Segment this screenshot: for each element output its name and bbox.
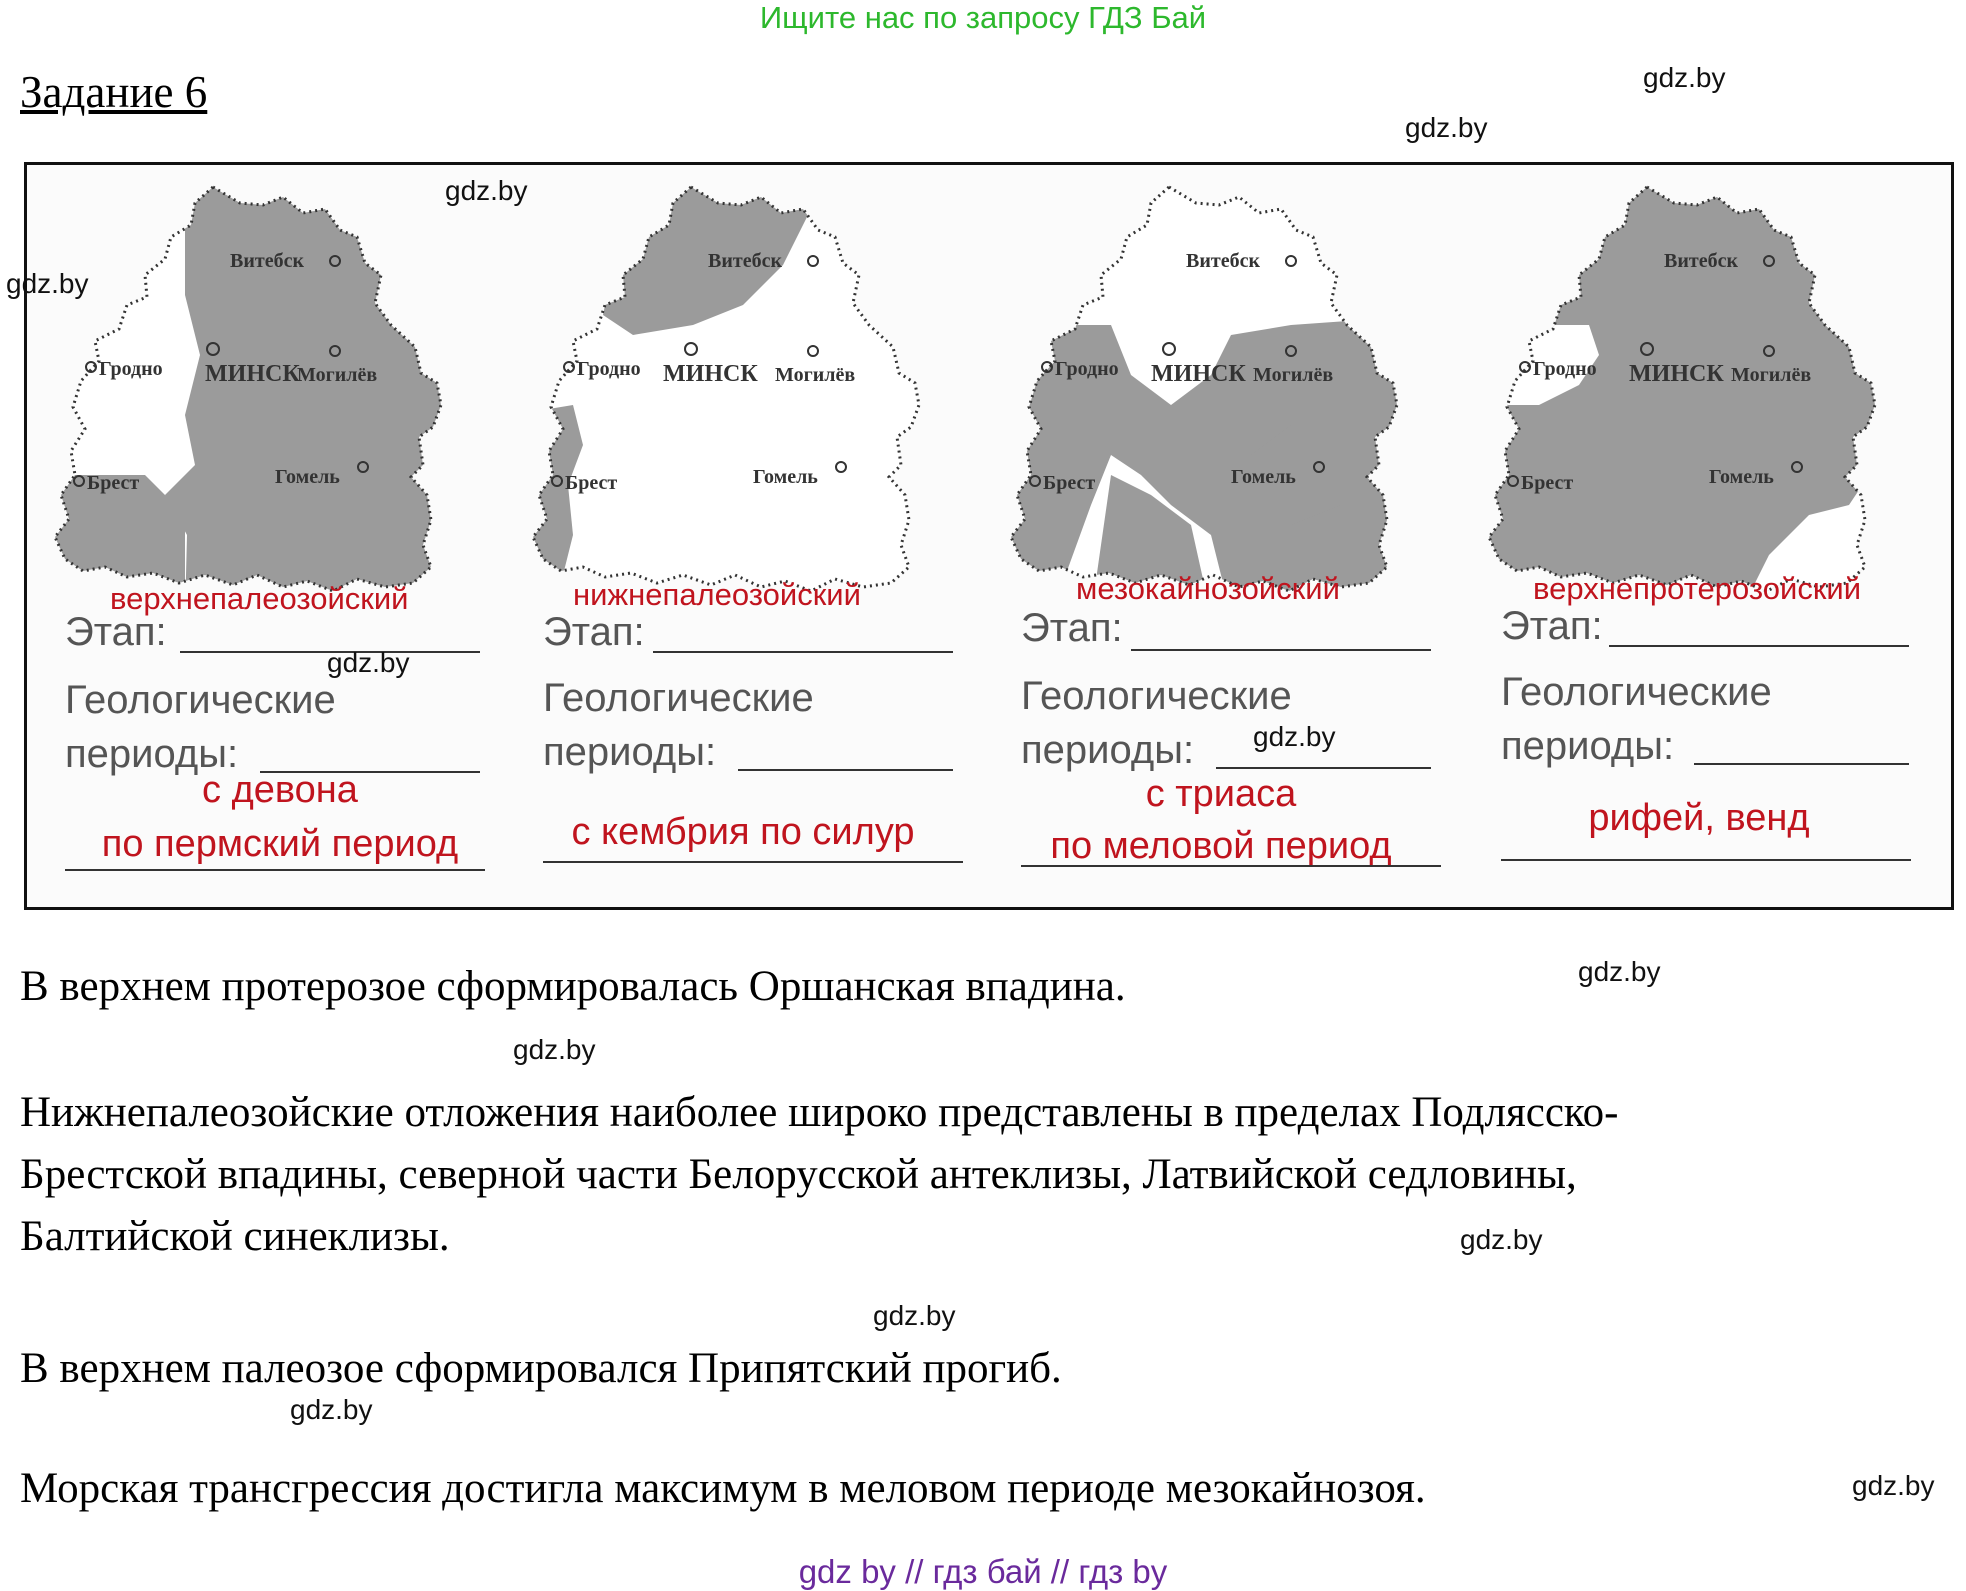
watermark: gdz.by <box>1460 1224 1543 1255</box>
watermark: gdz.by <box>513 1034 596 1065</box>
map-4-shape <box>1469 175 1909 615</box>
city-minsk: МИНСК <box>205 361 300 387</box>
period-answer-line2: с кембрия по силур <box>571 811 915 853</box>
city-gomel: Гомель <box>1709 466 1774 488</box>
watermark: gdz.by <box>1578 956 1661 987</box>
period-answer-line1: с девона <box>202 769 358 811</box>
periods-underline <box>1694 763 1909 765</box>
paragraph-2-line-1: Нижнепалеозойские отложения наиболее широко представлены в пределах Подлясско- <box>20 1089 1619 1136</box>
paragraph-2-line-3: Балтийской синеклизы. <box>20 1213 450 1260</box>
city-vitebsk: Витебск <box>1186 250 1260 272</box>
periods-underline <box>1501 859 1911 861</box>
city-mogilev: Могилёв <box>775 364 856 386</box>
city-gomel: Гомель <box>753 466 818 488</box>
city-brest: Брест <box>565 472 618 494</box>
paragraph-3: В верхнем палеозое сформировался Припятский прогиб. <box>20 1345 1062 1392</box>
map-meso-cenozoic <box>991 165 1461 907</box>
map-upper-paleozoic <box>35 165 505 907</box>
stage-answer: верхнепротерозойский <box>1533 571 1862 606</box>
periods-label-line2: периоды: <box>65 732 239 776</box>
watermark: gdz.by <box>327 647 410 678</box>
periods-label-line1: Геологические <box>65 678 336 722</box>
watermark: gdz.by <box>1643 62 1726 93</box>
watermark: gdz.by <box>1852 1470 1935 1501</box>
city-grodno: Гродно <box>1533 358 1597 380</box>
watermark: gdz.by <box>6 268 89 299</box>
stage-underline <box>653 651 953 653</box>
paragraph-2-line-2: Брестской впадины, северной части Белорусской антеклизы, Латвийской седловины, <box>20 1151 1577 1198</box>
periods-underline <box>1021 865 1441 867</box>
map-1-shape <box>35 175 475 615</box>
watermark: gdz.by <box>1253 721 1336 752</box>
periods-label-line2: периоды: <box>1021 728 1195 772</box>
city-mogilev: Могилёв <box>297 364 378 386</box>
periods-label-line2: периоды: <box>1501 724 1675 768</box>
city-minsk: МИНСК <box>1151 361 1246 387</box>
stage-label: Этап: <box>1501 604 1603 648</box>
periods-label-line1: Геологические <box>1501 670 1772 714</box>
city-vitebsk: Витебск <box>1664 250 1738 272</box>
stage-label: Этап: <box>543 610 645 654</box>
periods-underline <box>543 861 963 863</box>
period-answer-line2: рифей, венд <box>1588 797 1810 839</box>
stage-underline <box>1131 649 1431 651</box>
periods-label-line1: Геологические <box>543 676 814 720</box>
watermark: gdz.by <box>873 1300 956 1331</box>
map-lower-paleozoic <box>513 165 983 907</box>
city-brest: Брест <box>87 472 140 494</box>
city-vitebsk: Витебск <box>708 250 782 272</box>
watermark: gdz.by <box>445 175 528 206</box>
period-answer-line2: по меловой период <box>1050 825 1392 867</box>
city-mogilev: Могилёв <box>1253 364 1334 386</box>
city-grodno: Гродно <box>1055 358 1119 380</box>
task-title: Задание 6 <box>20 67 208 117</box>
maps-panel <box>24 162 1954 910</box>
map-2-shape <box>513 175 953 615</box>
paragraph-4: Морская трансгрессия достигла максимум в меловом периоде мезокайнозоя. <box>20 1465 1426 1512</box>
period-answer-line1: с триаса <box>1145 773 1297 815</box>
period-answer-line2: по пермский период <box>101 823 459 865</box>
stage-label: Этап: <box>65 610 167 654</box>
map-upper-proterozoic <box>1469 165 1939 907</box>
city-minsk: МИНСК <box>1629 361 1724 387</box>
periods-underline <box>65 869 485 871</box>
periods-underline <box>738 769 953 771</box>
city-brest: Брест <box>1521 472 1574 494</box>
footer: gdz by // гдз бай // гдз by <box>798 1553 1168 1590</box>
stage-underline <box>1609 645 1909 647</box>
city-gomel: Гомель <box>1231 466 1296 488</box>
city-grodno: Гродно <box>577 358 641 380</box>
city-gomel: Гомель <box>275 466 340 488</box>
stage-label: Этап: <box>1021 606 1123 650</box>
city-minsk: МИНСК <box>663 361 758 387</box>
periods-label-line1: Геологические <box>1021 674 1292 718</box>
stage-answer: мезокайнозойский <box>1076 571 1340 606</box>
watermark: gdz.by <box>290 1394 373 1425</box>
stage-answer: нижнепалеозойский <box>573 577 861 612</box>
paragraph-1: В верхнем протерозое сформировалась Оршанская впадина. <box>20 963 1126 1010</box>
watermark: gdz.by <box>1405 112 1488 143</box>
city-mogilev: Могилёв <box>1731 364 1812 386</box>
stage-answer: верхнепалеозойский <box>110 581 409 616</box>
periods-label-line2: периоды: <box>543 730 717 774</box>
city-vitebsk: Витебск <box>230 250 304 272</box>
city-grodno: Гродно <box>99 358 163 380</box>
city-brest: Брест <box>1043 472 1096 494</box>
map-3-shape <box>991 175 1431 615</box>
top-banner: Ищите нас по запросу ГДЗ Бай <box>759 0 1207 35</box>
